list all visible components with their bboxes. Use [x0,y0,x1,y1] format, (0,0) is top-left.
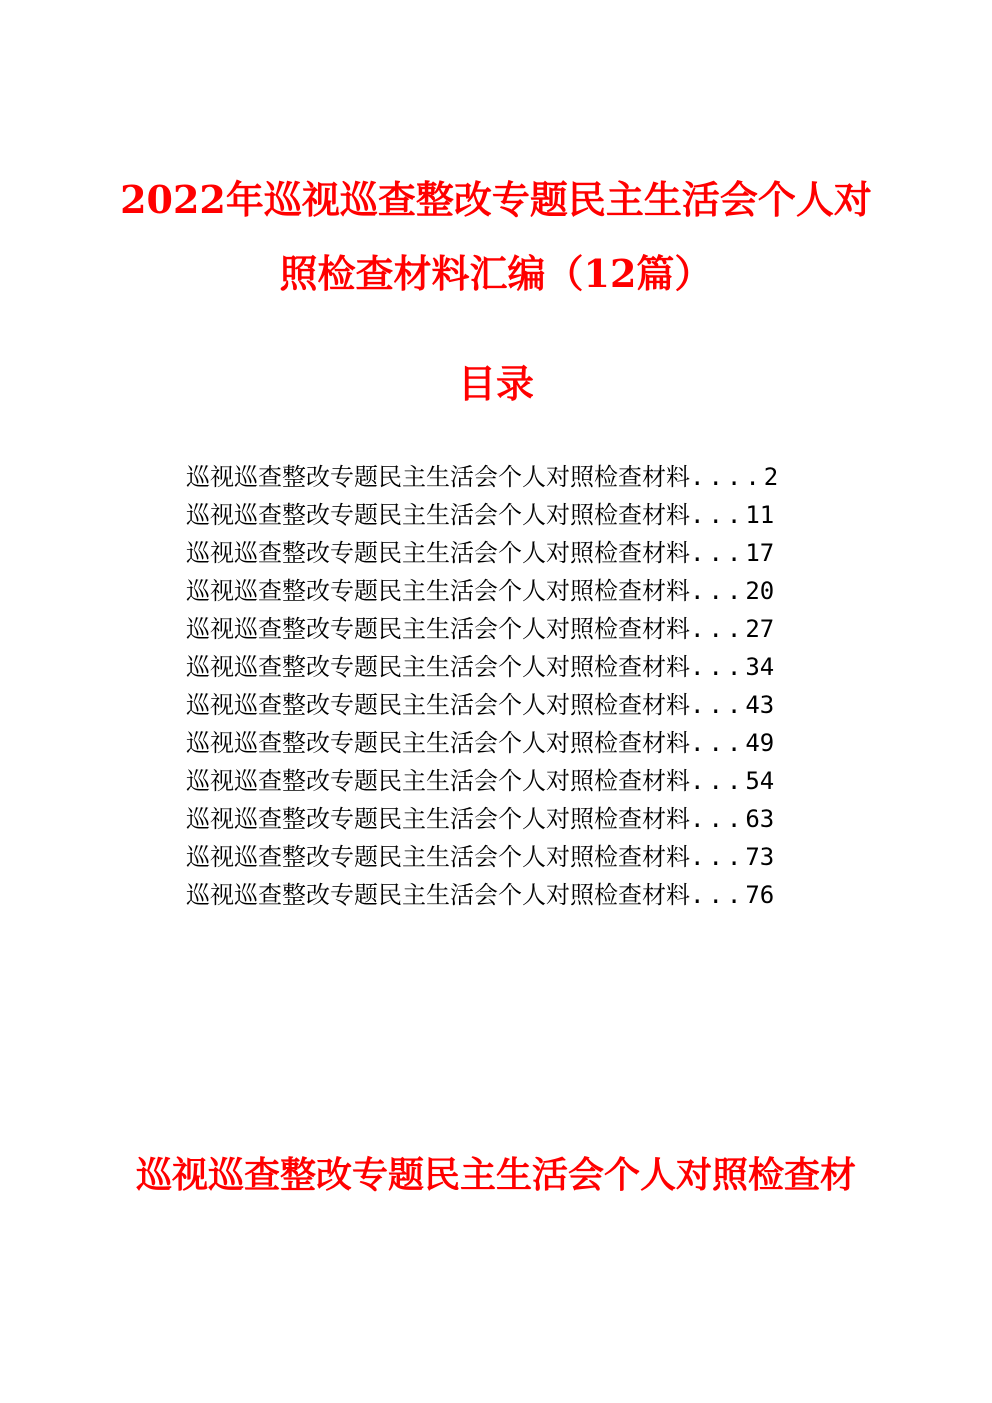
toc-entry[interactable] [186,762,826,800]
toc-entry-leader-dots: ... [690,615,746,643]
toc-entry[interactable] [186,648,826,686]
toc-entry-leader-dots: ... [690,843,746,871]
document-title-line-1: 2022年巡视巡查整改专题民主生活会个人对 [120,177,872,222]
toc-entry[interactable] [186,838,826,876]
toc-entry-title: 巡视巡查整改专题民主生活会个人对照检查材料 [186,501,690,529]
document-title-line-2: 照检查材料汇编（12篇） [279,251,713,296]
toc-entry-title: 巡视巡查整改专题民主生活会个人对照检查材料 [186,463,690,491]
toc-entry-page-number: 17 [745,539,775,567]
toc-entry[interactable] [186,458,826,496]
toc-entry-leader-dots: .... [690,463,764,491]
toc-entry[interactable] [186,572,826,610]
toc-entry-title: 巡视巡查整改专题民主生活会个人对照检查材料 [186,615,690,643]
toc-heading: 目录 [457,361,534,406]
toc-entry-title: 巡视巡查整改专题民主生活会个人对照检查材料 [186,653,690,681]
toc-entry[interactable] [186,876,826,914]
toc-entry-title: 巡视巡查整改专题民主生活会个人对照检查材料 [186,729,690,757]
toc-entry[interactable] [186,610,826,648]
toc-entry-title: 巡视巡查整改专题民主生活会个人对照检查材料 [186,539,690,567]
toc-entry-title: 巡视巡查整改专题民主生活会个人对照检查材料 [186,843,690,871]
table-of-contents [186,458,826,914]
toc-entry-title: 巡视巡查整改专题民主生活会个人对照检查材料 [186,691,690,719]
toc-entry-title: 巡视巡查整改专题民主生活会个人对照检查材料 [186,767,690,795]
toc-entry-page-number: 63 [745,805,775,833]
toc-entry-page-number: 20 [745,577,775,605]
toc-entry-page-number: 11 [745,501,775,529]
toc-entry[interactable] [186,724,826,762]
toc-entry-page-number: 43 [745,691,775,719]
toc-entry-page-number: 76 [745,881,775,909]
toc-entry-leader-dots: ... [690,691,746,719]
toc-entry[interactable] [186,496,826,534]
toc-entry-page-number: 34 [745,653,775,681]
toc-entry-title: 巡视巡查整改专题民主生活会个人对照检查材料 [186,881,690,909]
toc-entry-page-number: 2 [763,463,779,491]
toc-entry-page-number: 49 [745,729,775,757]
toc-entry-leader-dots: ... [690,653,746,681]
toc-entry[interactable] [186,534,826,572]
toc-entry[interactable] [186,800,826,838]
toc-entry-leader-dots: ... [690,577,746,605]
toc-entry-leader-dots: ... [690,805,746,833]
toc-entry[interactable] [186,686,826,724]
toc-entry-title: 巡视巡查整改专题民主生活会个人对照检查材料 [186,577,690,605]
section-heading: 巡视巡查整改专题民主生活会个人对照检查材 [136,1154,857,1196]
toc-entry-title: 巡视巡查整改专题民主生活会个人对照检查材料 [186,805,690,833]
toc-entry-leader-dots: ... [690,539,746,567]
toc-entry-leader-dots: ... [690,881,746,909]
toc-entry-leader-dots: ... [690,767,746,795]
toc-entry-leader-dots: ... [690,729,746,757]
toc-entry-leader-dots: ... [690,501,746,529]
toc-entry-page-number: 73 [745,843,775,871]
toc-entry-page-number: 27 [745,615,775,643]
toc-entry-page-number: 54 [745,767,775,795]
